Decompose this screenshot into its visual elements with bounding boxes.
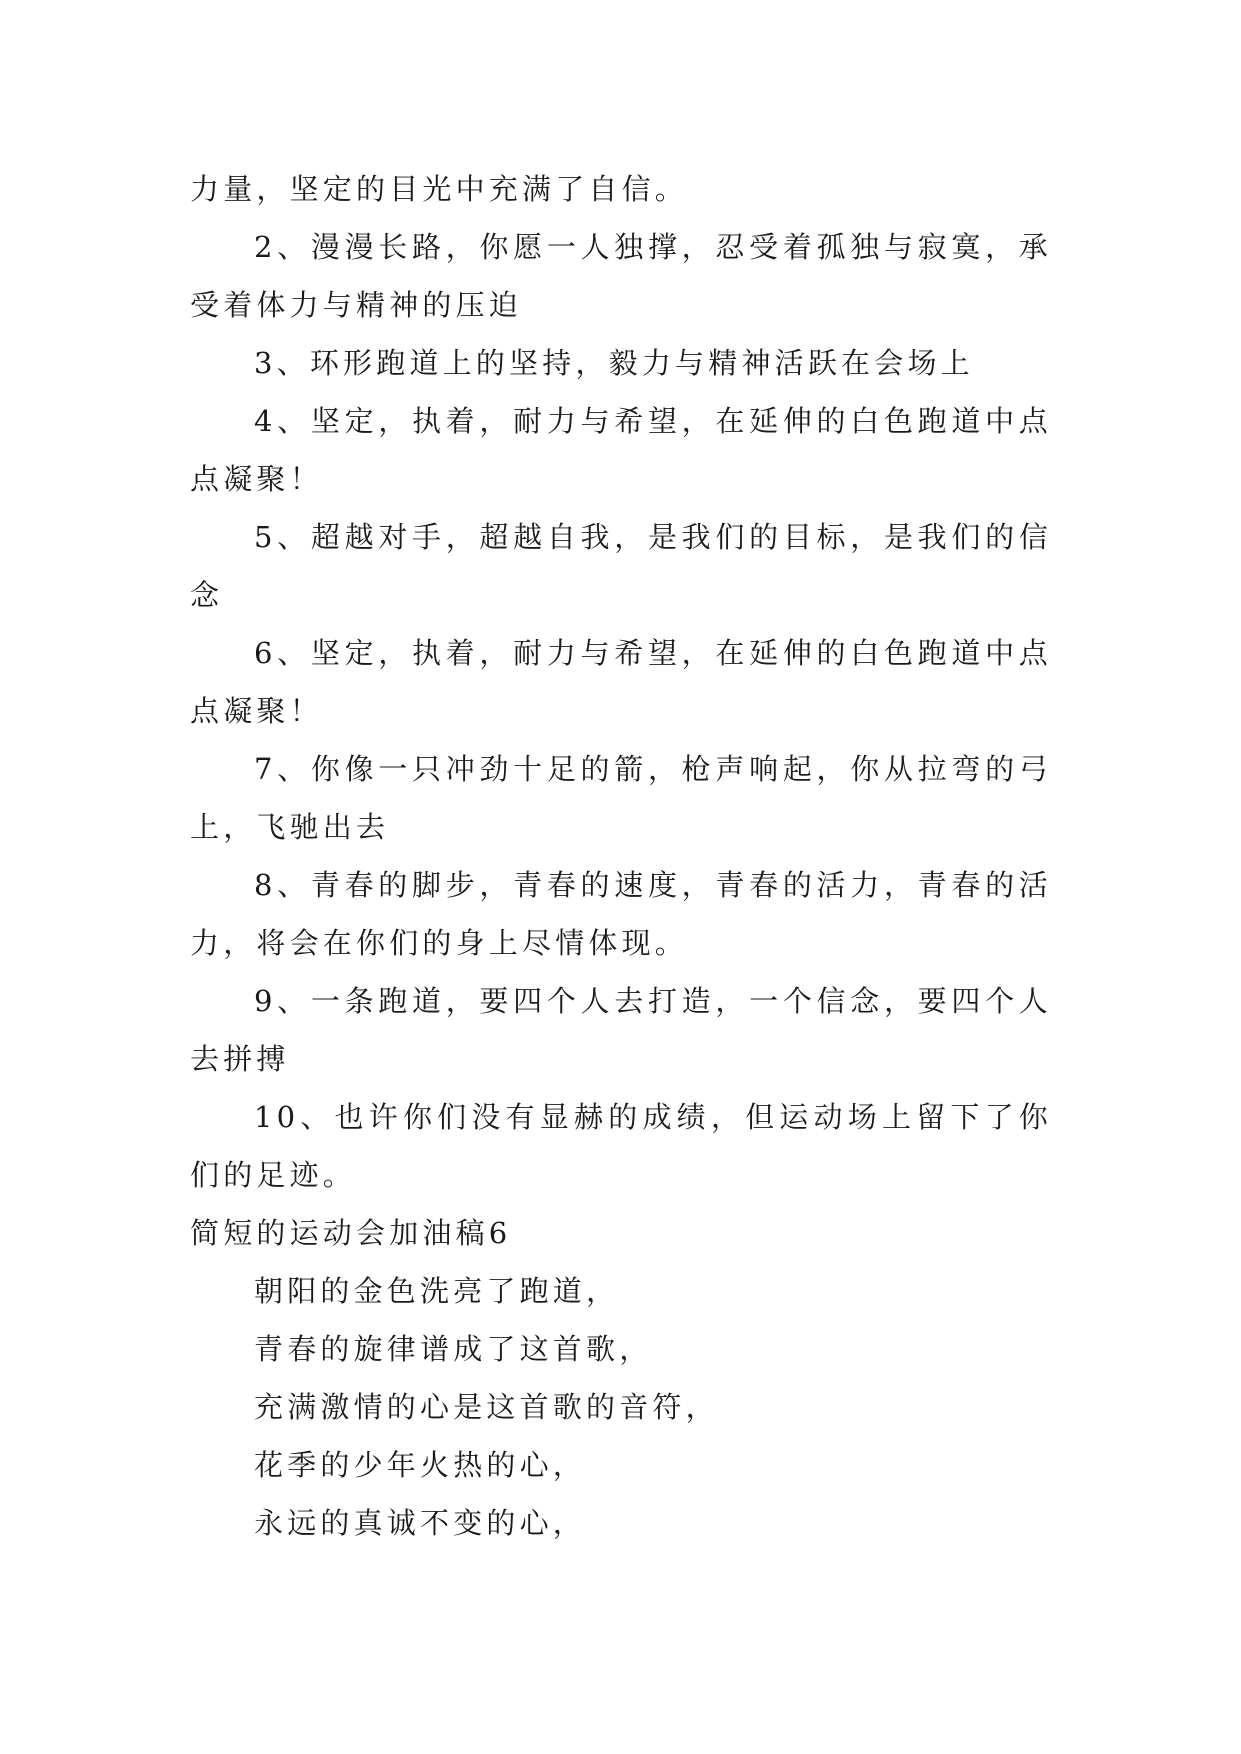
- poem-line: 青春的旋律谱成了这首歌，: [254, 1332, 653, 1366]
- continuation-paragraph: 力量，坚定的目光中充满了自信。: [190, 172, 689, 206]
- list-item: 3、环形跑道上的坚持，毅力与精神活跃在会场上: [254, 346, 974, 380]
- section-title: 简短的运动会加油稿6: [190, 1216, 512, 1250]
- list-item: 5、超越对手，超越自我，是我们的目标，是我们的信念: [190, 520, 1052, 612]
- list-item: 8、青春的脚步，青春的速度，青春的活力，青春的活力，将会在你们的身上尽情体现。: [190, 868, 1052, 960]
- list-item: 2、漫漫长路，你愿一人独撑，忍受着孤独与寂寞，承受着体力与精神的压迫: [190, 230, 1052, 322]
- list-item: 9、一条跑道，要四个人去打造，一个信念，要四个人去拼搏: [190, 984, 1052, 1076]
- poem-line: 永远的真诚不变的心，: [254, 1506, 587, 1540]
- list-item: 6、坚定，执着，耐力与希望，在延伸的白色跑道中点点凝聚！: [190, 636, 1052, 728]
- list-item: 7、你像一只冲劲十足的箭，枪声响起，你从拉弯的弓上，飞驰出去: [190, 752, 1052, 844]
- poem-line: 花季的少年火热的心，: [254, 1448, 587, 1482]
- document-page: [190, 160, 1052, 1552]
- list-item: 10、也许你们没有显赫的成绩，但运动场上留下了你们的足迹。: [190, 1100, 1052, 1192]
- poem-line: 充满激情的心是这首歌的音符，: [254, 1390, 719, 1424]
- list-item: 4、坚定，执着，耐力与希望，在延伸的白色跑道中点点凝聚！: [190, 404, 1052, 496]
- poem-line: 朝阳的金色洗亮了跑道，: [254, 1274, 620, 1308]
